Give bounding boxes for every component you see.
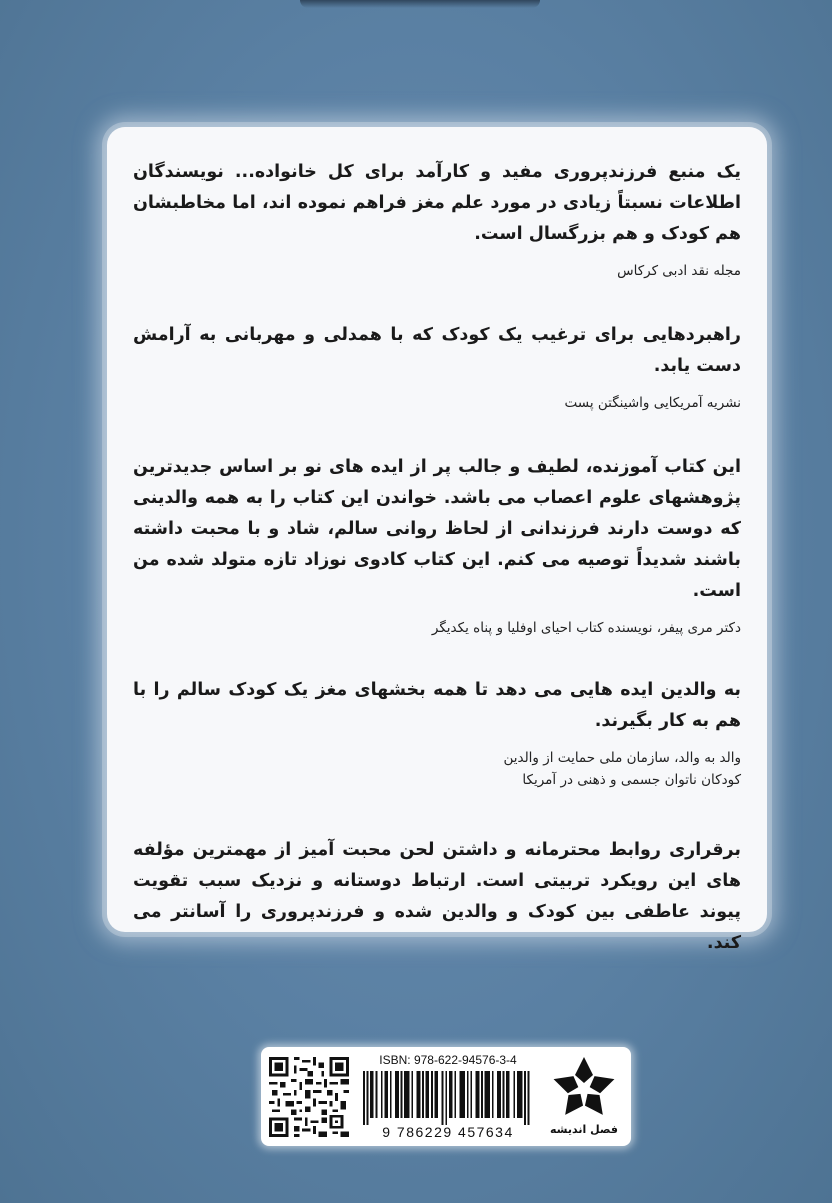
- publisher-name: فصل اندیشه: [550, 1123, 618, 1136]
- quote-source: مجله نقد ادبی کرکاس: [617, 263, 741, 279]
- barcode-box: [261, 1047, 631, 1146]
- qr-code-icon: [269, 1057, 349, 1137]
- quote-text: راهبردهایی برای ترغیب یک کودک که با همدلی و مهربانی به آرامش دست یابد.: [133, 325, 741, 376]
- quote-source-line: کودکان ناتوان جسمی و ذهنی در آمریکا: [522, 772, 741, 788]
- quote-kirkus: [133, 157, 741, 282]
- quote-text: به والدین ایده هایی می دهد تا همه بخشهای مغز یک کودک سالم را با هم به کار بگیرند.: [133, 680, 741, 731]
- isbn-barcode: [359, 1053, 537, 1141]
- quote-text: این کتاب آموزنده، لطیف و جالب پر از ایده های نو بر اساس جدیدترین پژوهشهای علوم اعصاب می باشد. خواندن این کتاب را به همه والدینی که دوست دارند فرزندانی از لحاظ روانی سالم، شاد و با محبت داشته باشند شدیداً توصیه می کنم. این کتاب کادوی نوزاد تازه متولد شده من است.: [133, 457, 741, 601]
- isbn-label: ISBN: 978-622-94576-3-4: [379, 1053, 517, 1067]
- quote-source: نشریه آمریکایی واشینگتن پست: [564, 395, 741, 411]
- barcode-bars: [363, 1071, 533, 1125]
- quote-mary-pipher: [133, 452, 741, 639]
- publisher-logo-icon: [543, 1053, 625, 1123]
- blurb-panel: [107, 127, 767, 953]
- quote-source-line: والد به والد، سازمان ملی حمایت از والدین: [503, 750, 741, 766]
- barcode-digits: 9 786229 457634: [382, 1124, 514, 1140]
- quote-washington-post: [133, 320, 741, 414]
- quote-source: [133, 747, 741, 791]
- cover-top-edge: [300, 0, 540, 8]
- publisher-logo: [543, 1053, 625, 1141]
- quote-summary: [133, 835, 741, 959]
- quote-source: دکتر مری پیفر، نویسنده کتاب احیای اوفلیا و پناه یکدیگر: [431, 620, 741, 636]
- quote-parent-to-parent: [133, 675, 741, 791]
- quote-text: یک منبع فرزندپروری مفید و کارآمد برای کل خانواده... نویسندگان اطلاعات نسبتاً زیادی در مورد علم مغز فراهم نموده اند، اما مخاطبشان هم کودک و هم بزرگسال است.: [133, 162, 741, 244]
- quote-text: برقراری روابط محترمانه و داشتن لحن محبت آمیز از مهمترین مؤلفه های این رویکرد تربیتی است. ارتباط دوستانه و نزدیک سبب تقویت پیوند عاطفی بین کودک و والدین شده و فرزندپروری را آسانتر می کند.: [133, 840, 741, 953]
